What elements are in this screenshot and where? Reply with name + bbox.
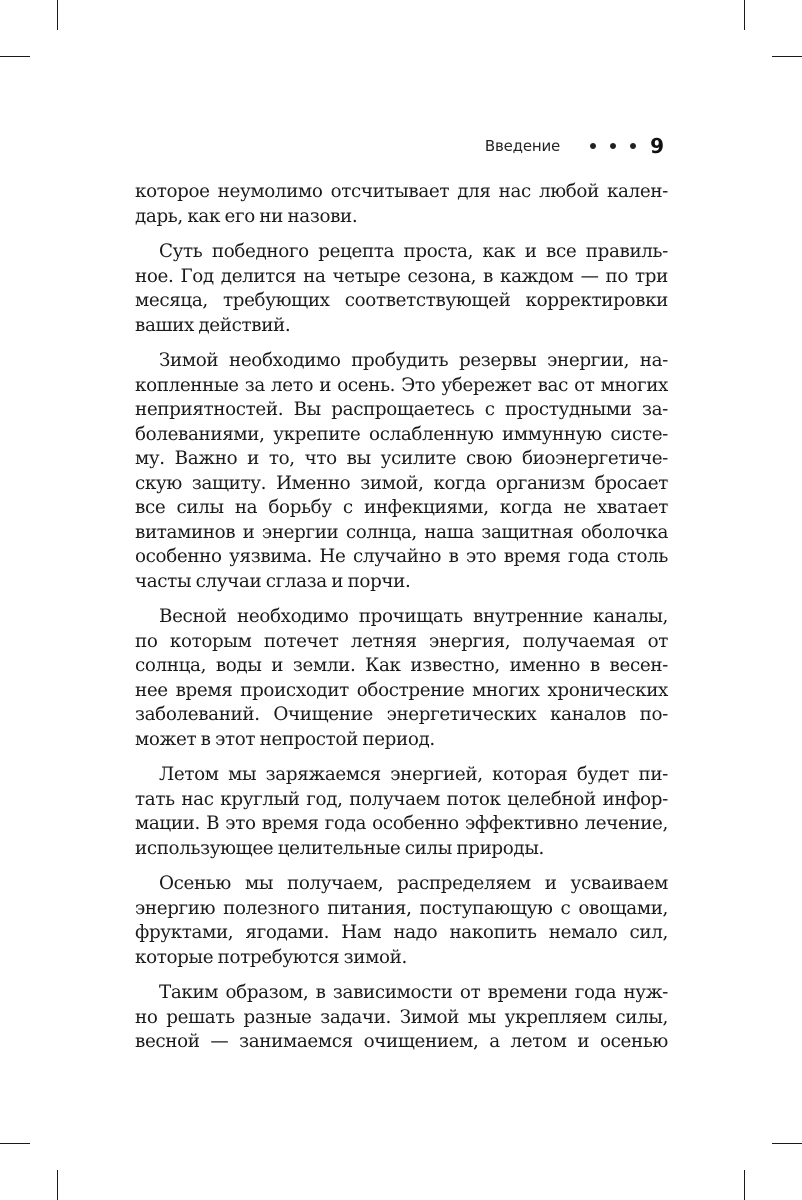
text-line: может в этот непростой период.: [135, 728, 435, 750]
dot-icon: [590, 143, 596, 149]
text-line: которое неумолимо отсчитывает для нас любой кален-: [135, 181, 668, 202]
text-line: ное. Год делится на четыре сезона, в каждом — по три: [135, 265, 668, 287]
text-line: Весной необходимо прочищать внутренние каналы,: [159, 606, 668, 627]
text-line: часты случаи сглаза и порчи.: [135, 570, 411, 592]
text-line: все силы на борьбу с инфекциями, когда не хватает: [135, 497, 668, 518]
text-line: болеваниями, укрепите ослабленную иммунную систе-: [135, 423, 668, 445]
paragraph: [135, 180, 668, 229]
crop-mark-right-lower: [772, 1143, 802, 1144]
text-line: мации. В это время года особенно эффективно лечение,: [135, 813, 668, 834]
text-line: которые потребуются зимой.: [135, 946, 407, 968]
text-line: месяца, требующих соответствующей корректировки: [135, 290, 668, 311]
text-line: по которым потечет летняя энергия, получаемая от: [135, 630, 668, 652]
text-line: витаминов и энергии солнца, наша защитная оболочка: [135, 521, 668, 543]
text-line: заболеваний. Очищение энергетических каналов по-: [135, 704, 668, 725]
paragraph: [135, 872, 668, 970]
dot-icon: [630, 143, 636, 149]
text-line: ваших действий.: [135, 314, 291, 336]
text-line: солнца, воды и земли. Как известно, именно в весен-: [135, 655, 668, 676]
crop-mark-bottom-right: [744, 1170, 745, 1200]
page-number: 9: [650, 134, 664, 158]
text-line: му. Важно и то, что вы усилите свою биоэнергетиче-: [135, 448, 668, 469]
text-line: использующее целительные силы природы.: [135, 837, 544, 859]
running-head: [485, 134, 664, 158]
text-line: неприятностей. Вы распрощаетесь с простудными за-: [135, 399, 668, 420]
text-line: Зимой необходимо пробудить резервы энергии, на-: [159, 350, 668, 371]
text-line: весной — занимаемся очищением, а летом и осенью: [135, 1031, 668, 1052]
text-line: Таким образом, в зависимости от времени года нуж-: [159, 982, 668, 1003]
text-line: копленные за лето и осень. Это убережет вас от многих: [135, 374, 668, 396]
text-line: нее время происходит обострение многих хронических: [135, 679, 668, 701]
text-line: Летом мы заряжаемся энергией, которая будет пи-: [159, 764, 668, 785]
text-line: но решать разные задачи. Зимой мы укрепляем силы,: [135, 1006, 668, 1028]
crop-mark-top-left: [57, 0, 58, 30]
dot-icon: [610, 143, 616, 149]
paragraph: [135, 605, 668, 752]
text-line: тать нас круглый год, получаем поток целебной инфор-: [135, 788, 668, 810]
text-line: скую защиту. Именно зимой, когда организм бросает: [135, 472, 668, 494]
ornament-dots: [590, 143, 636, 149]
crop-mark-right-upper: [772, 56, 802, 57]
crop-mark-left-lower: [0, 1143, 30, 1144]
crop-mark-left-upper: [0, 56, 30, 57]
text-line: Суть победного рецепта проста, как и все правиль-: [159, 241, 668, 262]
paragraph: [135, 981, 668, 1055]
paragraph: [135, 240, 668, 338]
crop-mark-bottom-left: [57, 1170, 58, 1200]
body-text: [135, 180, 668, 1066]
section-title: Введение: [484, 137, 561, 155]
paragraph: [135, 763, 668, 861]
text-line: фруктами, ягодами. Нам надо накопить немало сил,: [135, 922, 668, 943]
text-line: Осенью мы получаем, распределяем и усваиваем: [159, 873, 668, 894]
text-line: дарь, как его ни назови.: [135, 205, 358, 227]
text-line: особенно уязвима. Не случайно в это время года столь: [135, 546, 668, 567]
crop-mark-top-right: [744, 0, 745, 30]
paragraph: [135, 349, 668, 594]
text-line: энергию полезного питания, поступающую с овощами,: [135, 897, 668, 919]
